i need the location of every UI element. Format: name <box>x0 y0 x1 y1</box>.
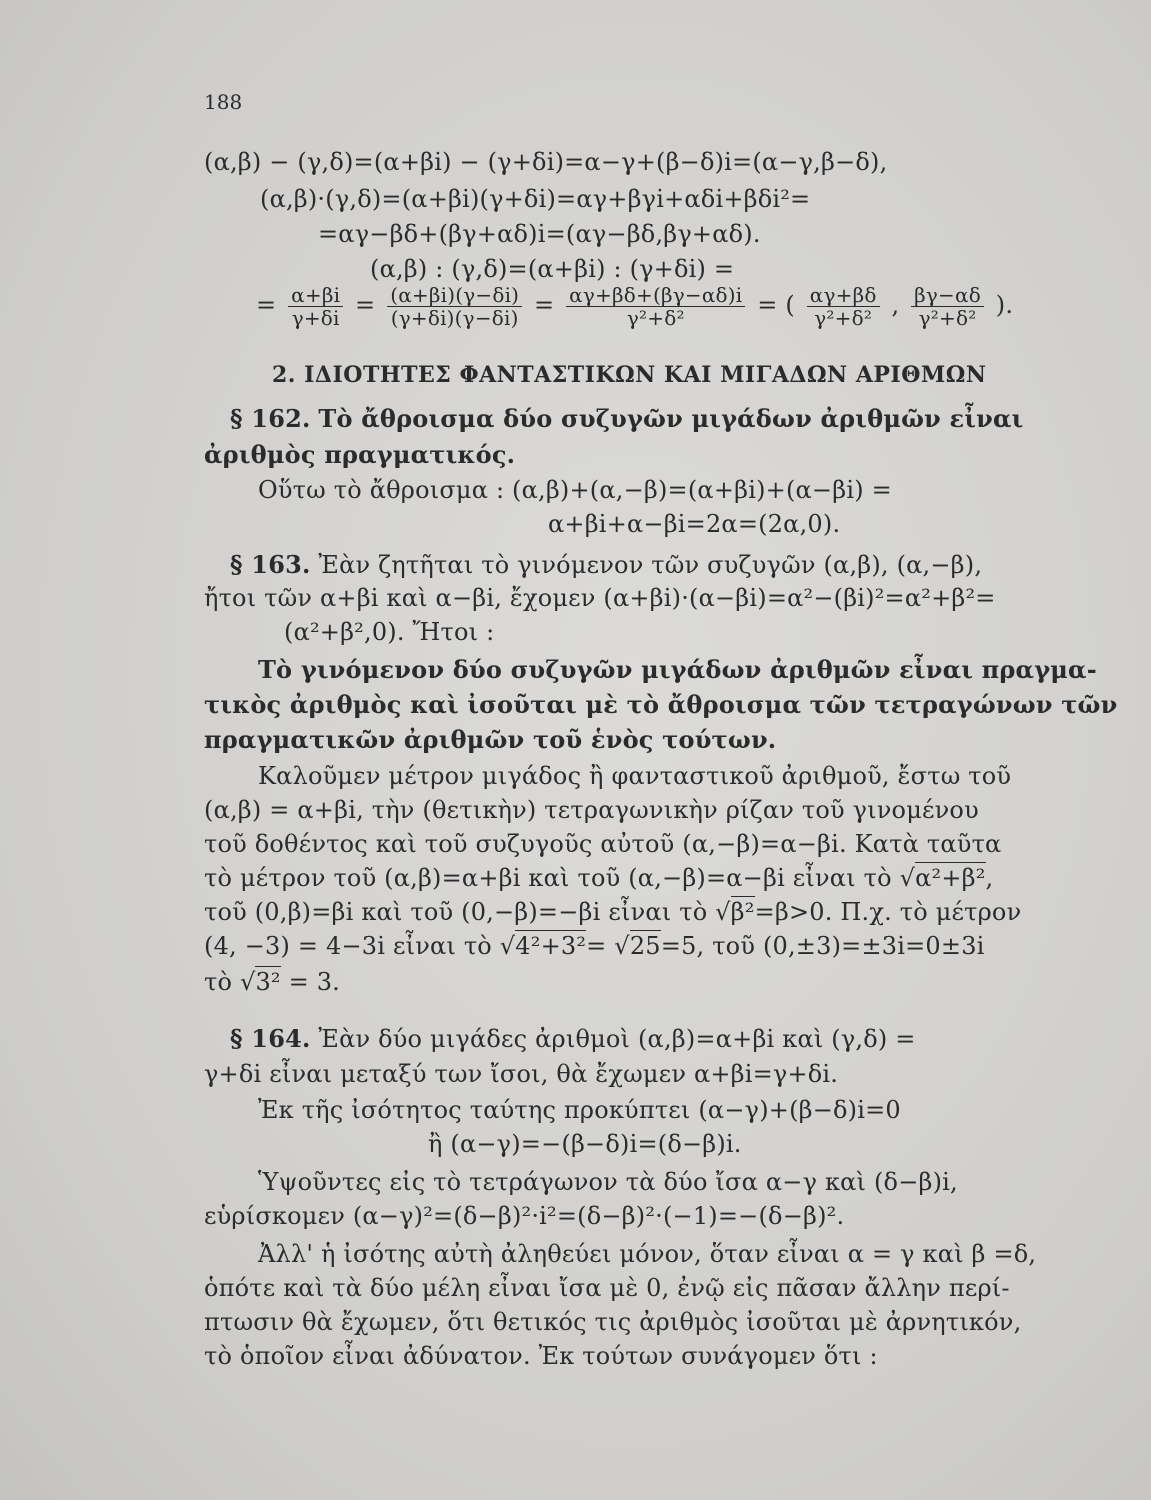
fraction-numerator: αγ+βδ+(βγ−αδ)i <box>566 284 745 307</box>
paragraph-line: τὸ ὁποῖον εἶναι ἀδύνατον. Ἐκ τούτων συνάγομεν ὅτι : <box>204 1342 878 1370</box>
paragraph-text: τὸ √ <box>204 968 256 996</box>
formula-fraction-line <box>256 284 1013 329</box>
paragraph-line: α+βi+α−βi=2α=(2α,0). <box>548 510 841 538</box>
fraction-denominator: (γ+δi)(γ−δi) <box>390 306 519 330</box>
paragraph-line: γ+δi εἶναι μεταξύ των ἴσοι, θὰ ἔχωμεν α+βi=γ+δi. <box>204 1060 839 1088</box>
paragraph-line <box>204 864 993 892</box>
paragraph-line: ἤτοι τῶν α+βi καὶ α−βi, ἔχομεν (α+βi)·(α−βi)=α²−(βi)²=α²+β²= <box>204 584 996 612</box>
paragraph-line: Οὕτω τὸ ἄθροισμα : (α,β)+(α,−β)=(α+βi)+(α−βi) = <box>258 476 892 504</box>
fraction-numerator: αγ+βδ <box>807 284 880 307</box>
page-number: 188 <box>204 90 243 114</box>
theorem-text: τικὸς ἀριθμὸς καὶ ἰσοῦται μὲ τὸ ἄθροισμα τῶν τετραγώνων τῶν <box>204 690 1118 719</box>
formula-symbol: ). <box>995 291 1014 319</box>
formula-symbol: = <box>534 291 555 319</box>
formula-symbol: = <box>256 291 277 319</box>
paragraph-line: πτωσιν θὰ ἔχωμεν, ὅτι θετικός τις ἀριθμὸς ἰσοῦται μὲ ἀρνητικόν, <box>204 1308 1022 1336</box>
radicand: 3² <box>255 968 281 996</box>
section-number: § 163. <box>230 550 311 579</box>
formula-symbol: = <box>355 291 376 319</box>
formula-symbol: = ( <box>757 291 795 319</box>
formula-line: (α,β)·(γ,δ)=(α+βi)(γ+δi)=αγ+βγi+αδi+βδi²= <box>260 185 811 213</box>
paragraph-text: τοῦ (0,β)=βi καὶ τοῦ (0,−β)=−βi εἶναι τὸ √ <box>204 898 731 926</box>
paragraph-text: , <box>985 864 994 892</box>
fraction <box>911 284 984 329</box>
paragraph-text: =5, τοῦ (0,±3)=±3i=0±3i <box>660 932 985 960</box>
paragraph-text: Ἐὰν ζητῆται τὸ γινόμενον τῶν συζυγῶν (α,β), (α,−β), <box>318 551 983 579</box>
formula-line: (α,β) − (γ,δ)=(α+βi) − (γ+δi)=α−γ+(β−δ)i=(α−γ,β−δ), <box>204 148 888 176</box>
fraction-numerator: α+βi <box>288 284 343 307</box>
paragraph-line: Ὑψοῦντες εἰς τὸ τετράγωνον τὰ δύο ἴσα α−γ καὶ (δ−β)i, <box>258 1168 958 1196</box>
fraction-numerator: βγ−αδ <box>911 284 984 307</box>
paragraph-text: =β>0. Π.χ. τὸ μέτρον <box>754 898 1022 926</box>
radicand: α²+β² <box>915 864 986 892</box>
paragraph-line: τοῦ δοθέντος καὶ τοῦ συζυγοῦς αὐτοῦ (α,−β)=α−βi. Κατὰ ταῦτα <box>204 830 1002 858</box>
paragraph-line: (α,β) = α+βi, τὴν (θετικὴν) τετραγωνικὴν ρίζαν τοῦ γινομένου <box>204 796 979 824</box>
section-heading: 2. ΙΔΙΟΤΗΤΕΣ ΦΑΝΤΑΣΤΙΚΩΝ ΚΑΙ ΜΙΓΑΔΩΝ ΑΡΙΘΜΩΝ <box>272 362 987 388</box>
formula-symbol: , <box>891 291 900 319</box>
paragraph-text: = √ <box>586 932 630 960</box>
fraction-denominator: γ²+δ² <box>814 306 873 330</box>
paragraph-line <box>230 550 982 579</box>
theorem-text: ἀριθμὸς πραγματικός. <box>204 440 516 469</box>
paragraph-line: ἢ (α−γ)=−(β−δ)i=(δ−β)i. <box>428 1130 742 1158</box>
fraction <box>807 284 880 329</box>
fraction-denominator: γ²+δ² <box>918 306 977 330</box>
radicand: β² <box>730 898 755 926</box>
paragraph-line: Ἐκ τῆς ἰσότητος ταύτης προκύπτει (α−γ)+(β−δ)i=0 <box>258 1096 901 1124</box>
paragraph-line: Καλοῦμεν μέτρον μιγάδος ἢ φανταστικοῦ ἀριθμοῦ, ἔστω τοῦ <box>258 762 1012 790</box>
theorem-text: Τὸ ἄθροισμα δύο συζυγῶν μιγάδων ἀριθμῶν εἶναι <box>318 404 1024 433</box>
paragraph-line <box>204 968 340 996</box>
fraction <box>566 284 745 329</box>
section-number: § 162. <box>230 404 311 433</box>
radicand: 25 <box>629 932 661 960</box>
paragraph-text: τὸ μέτρον τοῦ (α,β)=α+βi καὶ τοῦ (α,−β)=α−βi εἶναι τὸ √ <box>204 864 916 892</box>
fraction-denominator: γ+δi <box>291 306 340 330</box>
paragraph-line <box>230 1024 916 1053</box>
paragraph-line: εὑρίσκομεν (α−γ)²=(δ−β)²·i²=(δ−β)²·(−1)=−(δ−β)². <box>204 1202 845 1230</box>
section-number: § 164. <box>230 1024 311 1053</box>
fraction <box>288 284 343 329</box>
paragraph-line <box>230 404 1024 433</box>
paragraph-text: = 3. <box>280 968 341 996</box>
radicand: 4²+3² <box>515 932 587 960</box>
paragraph-text: Ἐὰν δύο μιγάδες ἀριθμοὶ (α,β)=α+βi καὶ (γ,δ) = <box>318 1025 916 1053</box>
fraction-numerator: (α+βi)(γ−δi) <box>387 284 522 307</box>
paragraph-text: (4, −3) = 4−3i εἶναι τὸ √ <box>204 932 516 960</box>
paragraph-line <box>204 898 1021 926</box>
paragraph-line: ὁπότε καὶ τὰ δύο μέλη εἶναι ἴσα μὲ 0, ἐνῷ εἰς πᾶσαν ἄλλην περί- <box>204 1274 1010 1302</box>
fraction <box>387 284 522 329</box>
paragraph-line: (α²+β²,0). Ἤτοι : <box>284 618 495 646</box>
formula-line: (α,β) : (γ,δ)=(α+βi) : (γ+δi) = <box>370 255 735 283</box>
paragraph-line <box>204 932 985 960</box>
theorem-text: Τὸ γινόμενον δύο συζυγῶν μιγάδων ἀριθμῶν εἶναι πραγμα- <box>258 655 1097 684</box>
theorem-text: πραγματικῶν ἀριθμῶν τοῦ ἑνὸς τούτων. <box>204 725 777 754</box>
fraction-denominator: γ²+δ² <box>626 306 685 330</box>
formula-line: =αγ−βδ+(βγ+αδ)i=(αγ−βδ,βγ+αδ). <box>318 220 761 248</box>
paragraph-line: Ἀλλ' ἡ ἰσότης αὐτὴ ἀληθεύει μόνον, ὅταν εἶναι α = γ καὶ β =δ, <box>258 1240 1037 1268</box>
